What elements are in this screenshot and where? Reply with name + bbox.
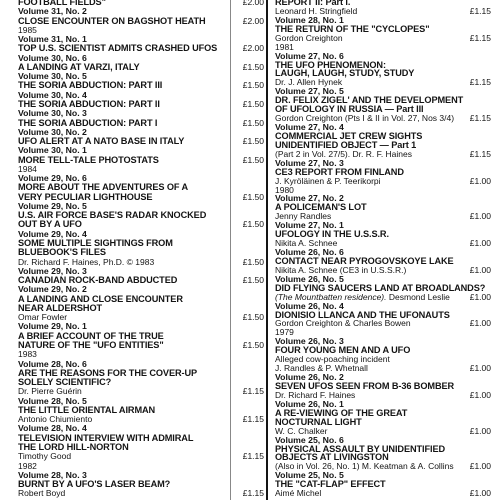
article-title: THE LITTLE ORIENTAL AIRMAN [18, 404, 156, 415]
price-value: £1.15 [242, 414, 264, 425]
author-name: Leonard H. Stringfield [275, 5, 358, 16]
year-label: 1980 [275, 184, 294, 195]
article-title: SEVEN UFOS SEEN FROM B-36 BOMBER [275, 380, 455, 391]
price-value: £1.00 [469, 211, 491, 222]
article-title: NEAR ALDERSHOT [18, 302, 103, 313]
price-value: £1.50 [242, 117, 264, 128]
volume-number: Volume 28, No. 5 [18, 395, 87, 406]
author-name: Gordon Creighton [275, 32, 343, 43]
volume-number: Volume 29, No. 2 [18, 284, 87, 295]
article-title: NOCTURNAL LIGHT [275, 416, 362, 427]
article-title: COMMERCIAL JET CREW SIGHTS [275, 130, 423, 141]
price-value: £1.00 [469, 264, 491, 275]
price-value: £1.50 [242, 275, 264, 286]
article-title: UFOLOGY IN THE U.S.S.R. [275, 229, 389, 240]
article-title: CE3 REPORT FROM FINLAND [275, 166, 404, 177]
price-value: £1.50 [242, 191, 264, 202]
volume-number: Volume 25, No. 5 [275, 470, 344, 481]
article-title: MORE TELL-TALE PHOTOSTATS [18, 154, 159, 165]
article-title: A LANDING AND CLOSE ENCOUNTER [18, 293, 183, 304]
price-value: £1.15 [242, 451, 264, 462]
author-name: Timothy Good [18, 451, 72, 462]
article-title: THE SORIA ABDUCTION: PART III [18, 80, 163, 91]
article-title: FOUR YOUNG MEN AND A UFO [275, 345, 411, 356]
price-value: £1.00 [469, 425, 491, 436]
article-title: THE RETURN OF THE "CYCLOPES" [275, 23, 430, 34]
year-label: 1984 [18, 163, 37, 174]
author-name: Gordon Creighton & Charles Bowen [275, 318, 411, 329]
price-value: £1.15 [469, 113, 491, 124]
volume-number: Volume 30, No. 3 [18, 108, 87, 119]
author-name: J. Kyröläinen & P. Teerikorpi [275, 175, 381, 186]
price-value: £2.00 [242, 0, 264, 7]
article-title: A RE-VIEWING OF THE GREAT [275, 407, 408, 418]
article-title: SOME MULTIPLE SIGHTINGS FROM [18, 238, 173, 249]
article-title: VERY PECULIAR LIGHTHOUSE [18, 191, 153, 202]
price-value: £1.00 [469, 461, 491, 472]
price-value: £1.15 [242, 488, 264, 499]
author-name: J. Randles & P. Whetnall [275, 363, 368, 374]
year-label: 1983 [18, 349, 37, 360]
author-name: Dr. Pierre Guérin [18, 386, 82, 397]
volume-number: Volume 30, No. 4 [18, 89, 87, 100]
author-name: Nikita A. Schnee [275, 238, 338, 249]
year-label: 1981 [275, 41, 294, 52]
article-title: A BRIEF ACCOUNT OF THE TRUE [18, 330, 164, 341]
price-value: £1.50 [242, 98, 264, 109]
author-name: (Part 2 in Vol. 27/5). Dr. R. F. Haines [275, 148, 413, 159]
article-title: CANADIAN ROCK-BAND ABDUCTED [18, 275, 178, 286]
author-name: (The Mountbatten residence). Desmond Leslie [275, 291, 450, 302]
article-title: NATURE OF THE "UFO ENTITIES" [18, 339, 164, 350]
author-name: Nikita A. Schnee (CE3 in U.S.S.R.) [275, 264, 407, 275]
author-line [275, 318, 411, 329]
author-name: Omar Fowler [18, 312, 68, 323]
author-name: Dr. J. Allen Hynek [275, 77, 343, 88]
volume-number: Volume 27, No. 3 [275, 157, 344, 168]
author-name: Aimé Michel [275, 488, 322, 499]
article-title: A LANDING AT VARZI, ITALY [18, 61, 140, 72]
volume-number: Volume 31, No. 1 [18, 34, 87, 45]
price-value: £1.15 [469, 32, 491, 43]
left-article-list [18, 0, 268, 500]
price-value: £2.00 [242, 43, 264, 54]
price-value: £2.00 [242, 15, 264, 26]
article-title: DIONISIO LLANCA AND THE UFONAUTS [275, 309, 450, 320]
volume-number: Volume 30, No. 6 [18, 52, 87, 63]
volume-number: Volume 30, No. 5 [18, 71, 87, 82]
author-note-italic: (The Mountbatten residence). [275, 291, 387, 302]
volume-number: Volume 27, No. 6 [275, 50, 344, 61]
volume-number: Volume 27, No. 5 [275, 86, 344, 97]
article-title: THE "CAT-FLAP" EFFECT [275, 479, 386, 490]
volume-number: Volume 29, No. 4 [18, 228, 87, 239]
article-title: MORE ABOUT THE ADVENTURES OF A [18, 182, 189, 193]
price-value: £1.00 [469, 291, 491, 302]
volume-number: Volume 29, No. 1 [18, 321, 87, 332]
price-value: £1.15 [469, 148, 491, 159]
price-value: £1.15 [469, 5, 491, 16]
article-title: OUT BY A UFO [18, 219, 82, 230]
article-title: CONTACT NEAR PYROGOVSKOYE LAKE [275, 255, 454, 266]
article-title: DR. FELIX ZIGEL' AND THE DEVELOPMENT [275, 95, 464, 106]
article-title: UNIDENTIFIED OBJECT — Part 1 [275, 139, 417, 150]
article-title: ARE THE REASONS FOR THE COVER-UP [18, 367, 198, 378]
volume-number: Volume 30, No. 2 [18, 126, 87, 137]
price-value: £1.50 [242, 154, 264, 165]
price-value: £1.00 [469, 175, 491, 186]
author-name: Robert Boyd [18, 488, 66, 499]
volume-number: Volume 28, No. 1 [275, 14, 344, 25]
article-title: TOP U.S. SCIENTIST ADMITS CRASHED UFOS [18, 43, 218, 54]
author-name: Alleged cow-poaching incident [275, 354, 390, 365]
price-value: £1.00 [469, 318, 491, 329]
article-title: OBJECTS AT LIVINGSTON [275, 452, 389, 463]
article-title: BURNT BY A UFO'S LASER BEAM? [18, 479, 171, 490]
volume-number: Volume 26, No. 1 [275, 398, 344, 409]
article-title: FOOTBALL FIELDS" [18, 0, 106, 7]
price-value: £1.00 [469, 363, 491, 374]
article-title: A POLICEMAN'S LOT [275, 202, 367, 213]
article-title: THE UFO PHENOMENON: [275, 59, 386, 70]
price-value: £1.00 [469, 488, 491, 499]
price-value: £1.50 [242, 61, 264, 72]
author-name: W. C. Chalker [275, 425, 328, 436]
article-title: SOLELY SCIENTIFIC? [18, 377, 112, 388]
article-title: PHYSICAL ASSAULT BY UNIDENTIFIED [275, 443, 446, 454]
price-value: £1.15 [242, 386, 264, 397]
article-title: DID FLYING SAUCERS LAND AT BROADLANDS? [275, 282, 486, 293]
author-line [275, 488, 321, 499]
volume-number: Volume 27, No. 4 [275, 122, 344, 133]
article-title: THE SORIA ABDUCTION: PART II [18, 98, 160, 109]
article-title: LAUGH, LAUGH, STUDY, STUDY [275, 68, 415, 79]
price-value: £1.50 [242, 136, 264, 147]
author-name: Jenny Randles [275, 211, 332, 222]
price-value: £1.15 [469, 77, 491, 88]
article-title: U.S. AIR FORCE BASE'S RADAR KNOCKED [18, 210, 207, 221]
volume-number: Volume 29, No. 5 [18, 200, 87, 211]
year-label: 1985 [18, 24, 37, 35]
price-value: £1.50 [242, 219, 264, 230]
right-article-list [275, 0, 500, 500]
price-value: £1.50 [242, 312, 264, 323]
volume-number: Volume 27, No. 2 [275, 193, 344, 204]
volume-number: Volume 29, No. 6 [18, 173, 87, 184]
volume-number: Volume 28, No. 6 [18, 358, 87, 369]
year-label: 1979 [275, 327, 294, 338]
volume-number: Volume 26, No. 4 [275, 300, 344, 311]
article-title-line [18, 340, 164, 351]
price-value: £1.00 [469, 238, 491, 249]
author-name: Dr. Richard F. Haines [275, 389, 356, 400]
author-name: Gordon Creighton (Pts I & II in Vol. 27, Nos 3/4) [275, 113, 455, 124]
volume-number: Volume 26, No. 2 [275, 372, 344, 383]
author-line [18, 488, 65, 499]
author-name: (Also in Vol. 26, No. 1) M. Keatman & A. Collins [275, 461, 454, 472]
price-value: £1.50 [242, 339, 264, 350]
article-title: THE SORIA ABDUCTION: PART I [18, 117, 158, 128]
volume-number: Volume 31, No. 2 [18, 6, 87, 17]
article-title-line [18, 16, 206, 27]
volume-number: Volume 30, No. 1 [18, 145, 87, 156]
article-title: TELEVISION INTERVIEW WITH ADMIRAL [18, 432, 194, 443]
article-title: OF UFOLOGY IN RUSSIA — Part III [275, 104, 424, 115]
price-value: £1.00 [469, 389, 491, 400]
author-name: Dr. Richard F. Haines, Ph.D. © 1983 [18, 256, 155, 267]
article-title-line [18, 155, 159, 166]
price-value: £1.50 [242, 80, 264, 91]
article-title: REPORT II: Part I. [275, 0, 351, 7]
article-title: THE LORD HILL-NORTON [18, 441, 129, 452]
volume-number: Volume 29, No. 3 [18, 265, 87, 276]
price-value: £1.50 [242, 256, 264, 267]
volume-number: Volume 26, No. 3 [275, 336, 344, 347]
article-title: BLUEBOOK'S FILES [18, 247, 106, 258]
volume-number: Volume 28, No. 3 [18, 469, 87, 480]
author-name: Antonio Chiumiento [18, 414, 93, 425]
volume-number: Volume 26, No. 5 [275, 273, 344, 284]
year-label: 1982 [18, 460, 37, 471]
volume-number: Volume 26, No. 6 [275, 247, 344, 258]
article-title: CLOSE ENCOUNTER ON BAGSHOT HEATH [18, 15, 206, 26]
volume-number: Volume 28, No. 4 [18, 423, 87, 434]
article-title: UFO ALERT AT A NATO BASE IN ITALY [18, 136, 185, 147]
volume-number: Volume 25, No. 6 [275, 434, 344, 445]
volume-number: Volume 27, No. 1 [275, 220, 344, 231]
